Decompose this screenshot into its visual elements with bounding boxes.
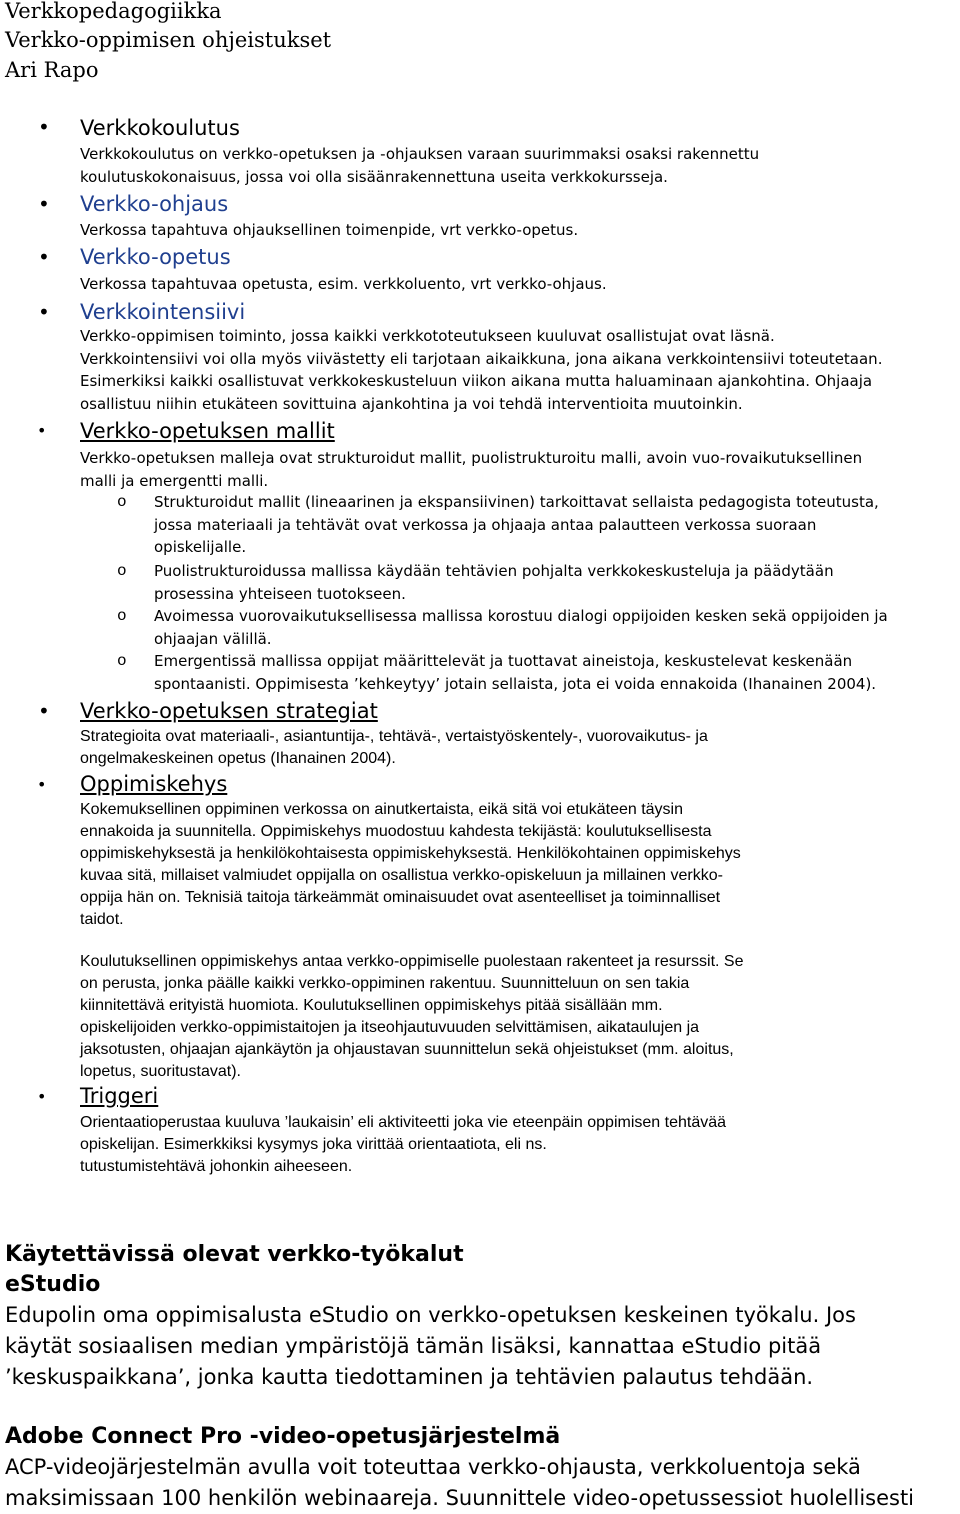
section-title: Triggeri [80, 1084, 159, 1108]
list-item-text: Strukturoidut mallit (lineaarinen ja ekspansiivinen) tarkoittavat sellaista pedagogista toteutusta, jossa materiaali ja tehtävät ovat verkossa ja ohjaaja antaa palautteen verkossa suoraan opiskelijalle. [154, 493, 879, 556]
section-title: Verkko-ohjaus [80, 192, 229, 216]
list-item-text: Avoimessa vuorovaikutuksellisessa mallissa korostuu dialogi oppijoiden kesken sekä oppijoiden ja ohjaajan välillä. [154, 607, 888, 648]
acp-heading: Adobe Connect Pro -video-opetusjärjestelmä [5, 1424, 561, 1449]
list-item-text: Emergentissä mallissa oppijat määrittelevät ja tuottavat aineistoja, keskustelevat keskenään spontaanisti. Oppimisesta ’kehkeytyy’ jotain sellaista, jota ei voida ennakoida (Ihanainen 2004). [154, 652, 877, 693]
section-text: Strategioita ovat materiaali-, asiantuntija-, tehtävä-, vertaistyöskentely-, vuorovaikutus- ja ongelmakeskeinen opetus (Ihanainen 2004). [80, 728, 708, 767]
list-item-text: Puolistrukturoidussa mallissa käydään tehtävien pohjalta verkkokeskusteluja ja päädytään prosessina yhteiseen tuotokseen. [154, 562, 834, 603]
section-text: Verkossa tapahtuvaa opetusta, esim. verkkoluento, vrt verkko-ohjaus. [80, 275, 607, 293]
document-subtitle: Verkko-oppimisen ohjeistukset [5, 28, 332, 52]
acp-text: ACP-videojärjestelmän avulla voit toteuttaa verkko-ohjausta, verkkoluentoja sekä maksimissaan 100 henkilön webinaareja. Suunnittele video-opetussessiot huolellisesti [5, 1455, 915, 1510]
estudio-heading: eStudio [5, 1272, 101, 1297]
section-text: Kokemuksellinen oppiminen verkossa on ainutkertaista, eikä sitä voi etukäteen täysin ennakoida ja suunnitella. Oppimiskehys muodostuu kahdesta tekijästä: koulutuksellisesta oppimiskehyksestä ja henkilökohtaisesta oppimiskehyksestä. Henkilökohtainen oppimiskehys kuvaa sitä, millaiset valmiudet oppijalla on osallistua verkko-opiskeluun ja millainen verkko- oppija hän on. Teknisiä taitoja tärkeämmät ominaisuudet ovat asenteelliset ja toiminnalliset taidot. [80, 801, 741, 928]
bullet-icon: • [38, 192, 50, 216]
document-title: Verkkopedagogiikka [5, 0, 222, 23]
section-title: Oppimiskehys [80, 772, 228, 796]
section-text: Orientaatioperustaa kuuluva ’laukaisin’ eli aktiviteetti joka vie eteenpäin oppimisen tehtävää opiskelijan. Esimerkkiksi kysymys joka virittää orientaatiota, eli ns. tutustumistehtävä johonkin aiheeseen. [80, 1114, 727, 1175]
section-text: Verkkokoulutus on verkko-opetuksen ja -ohjauksen varaan suurimmaksi osaksi rakennettu koulutuskokonaisuus, jossa voi olla sisäänrakennettuna useita verkkokursseja. [80, 145, 760, 186]
section-title: Verkko-opetuksen mallit [80, 419, 335, 443]
circle-bullet-icon: o [117, 562, 127, 580]
bullet-icon: • [38, 300, 50, 324]
section-text: Koulutuksellinen oppimiskehys antaa verkko-oppimiselle puolestaan rakenteet ja resurssit. Se on perusta, jonka päälle kaikki verkko-oppiminen rakentuu. Suunnitteluun on sen takia kiinnitettävä erityistä huomiota. Koulutuksellinen oppimiskehys pitää sisällään mm. opiskelijoiden verkko-oppimistaitojen ja itseohjautuvuuden selvittämisen, aikataulujen ja jaksotusten, ohjaajan ajankäytön ja ohjaustavan suunnittelun sekä ohjeistukset (mm. aloitus, lopetus, suoritustavat). [80, 953, 744, 1080]
tools-heading: Käytettävissä olevat verkko-työkalut [5, 1242, 464, 1267]
circle-bullet-icon: o [117, 652, 127, 670]
section-text: Verkossa tapahtuva ohjauksellinen toimenpide, vrt verkko-opetus. [80, 221, 579, 239]
estudio-text: Edupolin oma oppimisalusta eStudio on verkko-opetuksen keskeinen työkalu. Jos käytät sosiaalisen median ympäristöjä tämän lisäksi, kannattaa eStudio pitää ’keskuspaikkana’, jonka kautta tiedottaminen ja tehtävien palautus tehdään. [5, 1303, 856, 1389]
bullet-icon: • [38, 115, 50, 139]
section-title: Verkko-opetus [80, 245, 231, 269]
document-author: Ari Rapo [5, 58, 99, 82]
circle-bullet-icon: o [117, 493, 127, 511]
section-title: Verkkokoulutus [80, 116, 240, 140]
section-title: Verkko-opetuksen strategiat [80, 699, 378, 723]
section-text: Verkko-oppimisen toiminto, jossa kaikki verkkototeutukseen kuuluvat osallistujat ovat läsnä. Verkkointensiivi voi olla myös viivästetty eli tarjotaan aikaikkuna, jona aikana verkkointensiivi toteutetaan. Esimerkiksi kaikki osallistuvat verkkokeskusteluun viikon aikana mutta haluaminaan ajankohtina. Ohjaaja osallistuu niihin etukäteen sovittuina ajankohtina ja voi tehdä interventioita muutoinkin. [80, 327, 883, 413]
circle-bullet-icon: o [117, 607, 127, 625]
section-title: Verkkointensiivi [80, 300, 246, 324]
section-text: Verkko-opetuksen malleja ovat strukturoidut mallit, puolistrukturoitu malli, avoin vuo-rovaikutuksellinen malli ja emergentti malli. [80, 449, 863, 490]
bullet-icon: • [38, 245, 50, 269]
bullet-icon: • [38, 699, 50, 723]
bullet-icon: • [37, 1087, 47, 1106]
bullet-icon: • [37, 775, 47, 794]
bullet-icon: • [37, 421, 47, 440]
